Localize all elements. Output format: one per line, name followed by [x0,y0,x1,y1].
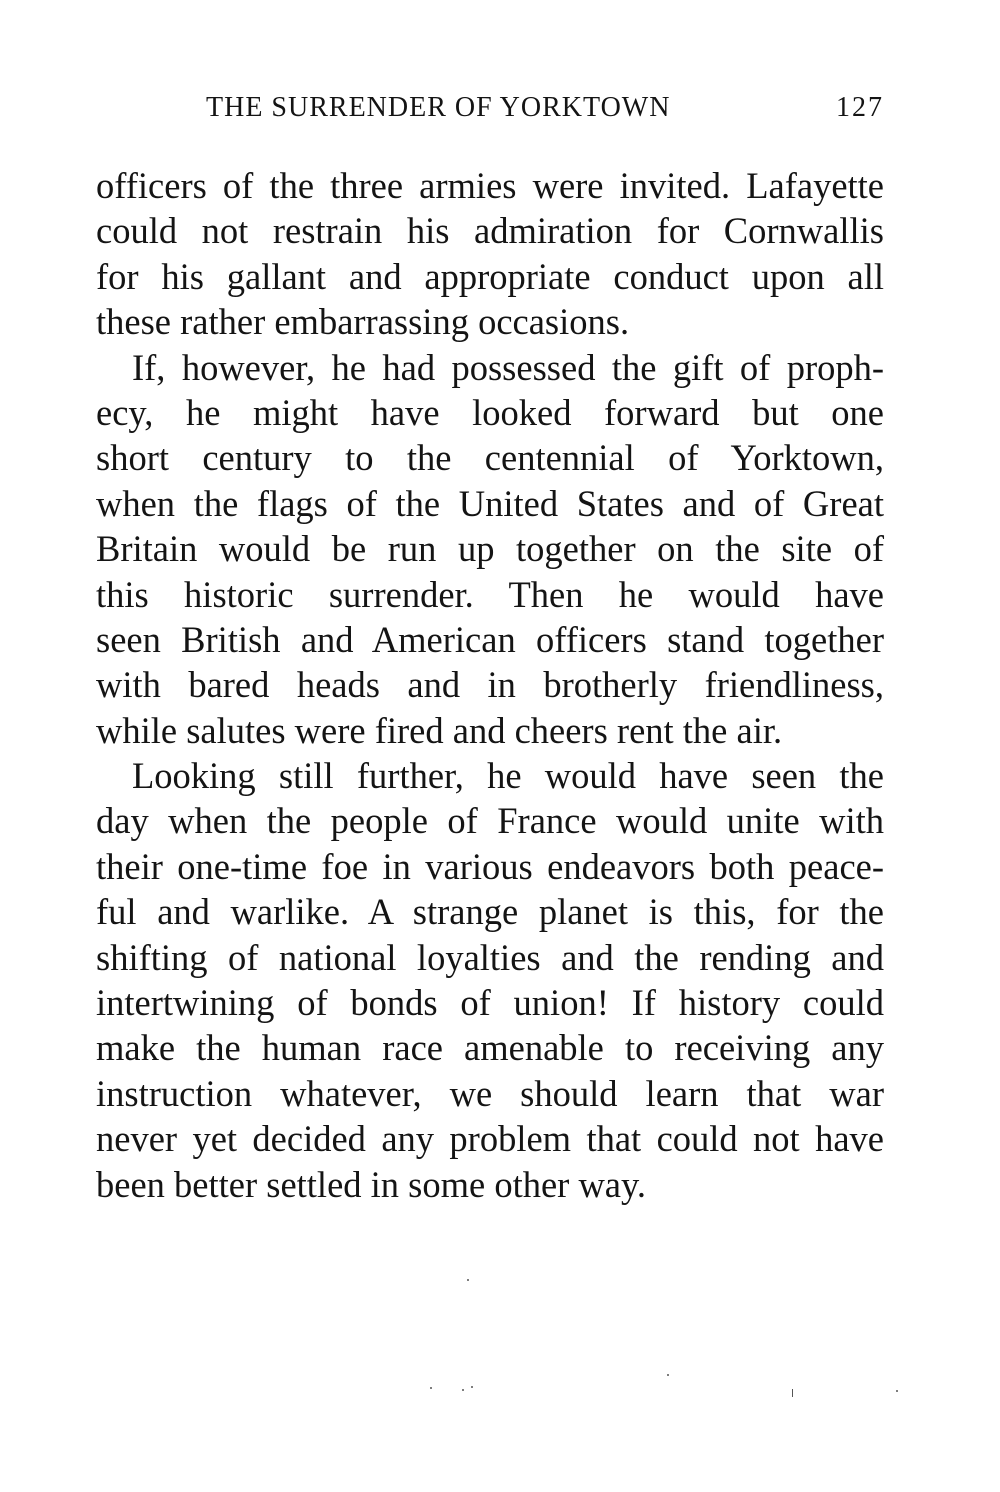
text-line: officers of the three armies were invited. Lafayette [96,165,884,206]
text-line: Looking still further, he would have seen the [132,755,884,797]
text-line: these rather embarrassing occasions. [96,301,630,343]
scan-speck [467,1279,469,1281]
text-line: shifting of national loyalties and the rending and [96,936,884,978]
page-number: 127 [836,92,884,123]
text-line: could not restrain his admiration for Cornwallis [96,210,884,252]
text-line: while salutes were fired and cheers rent the air. [96,709,783,751]
body-text [96,163,884,1207]
paragraph-2 [96,345,884,754]
running-header [206,86,886,130]
paragraph-3 [96,753,884,1207]
text-line: short century to the centennial of Yorktown, [96,437,884,479]
text-line: intertwining of bonds of union! If history could [96,982,884,1024]
scan-speck [792,1389,793,1397]
text-line: their one-time foe in various endeavors both peace- [96,845,884,887]
text-line: this historic surrender. Then he would have [96,573,884,615]
text-line: when the flags of the United States and of Great [96,482,884,524]
text-line: make the human race amenable to receiving any [96,1027,884,1069]
text-line: Britain would be run up together on the site of [96,528,884,570]
text-line: for his gallant and appropriate conduct upon all [96,255,884,297]
text-line: day when the people of France would unite with [96,800,884,842]
text-line: ful and warlike. A strange planet is this, for the [96,891,884,933]
scan-speck [430,1387,432,1389]
text-line: been better settled in some other way. [96,1163,647,1205]
running-title: THE SURRENDER OF YORKTOWN [206,92,671,123]
scan-speck [471,1386,473,1388]
scan-speck [667,1374,669,1376]
text-line: with bared heads and in brotherly friendliness, [96,664,884,706]
text-line: ecy, he might have looked forward but one [96,391,884,433]
scan-speck [462,1389,464,1391]
text-line: If, however, he had possessed the gift of proph- [132,346,884,388]
text-line: never yet decided any problem that could not have [96,1118,884,1160]
text-line: instruction whatever, we should learn that war [96,1072,884,1114]
text-line: seen British and American officers stand together [96,618,884,660]
paragraph-1 [96,163,884,345]
scan-speck [896,1390,898,1392]
